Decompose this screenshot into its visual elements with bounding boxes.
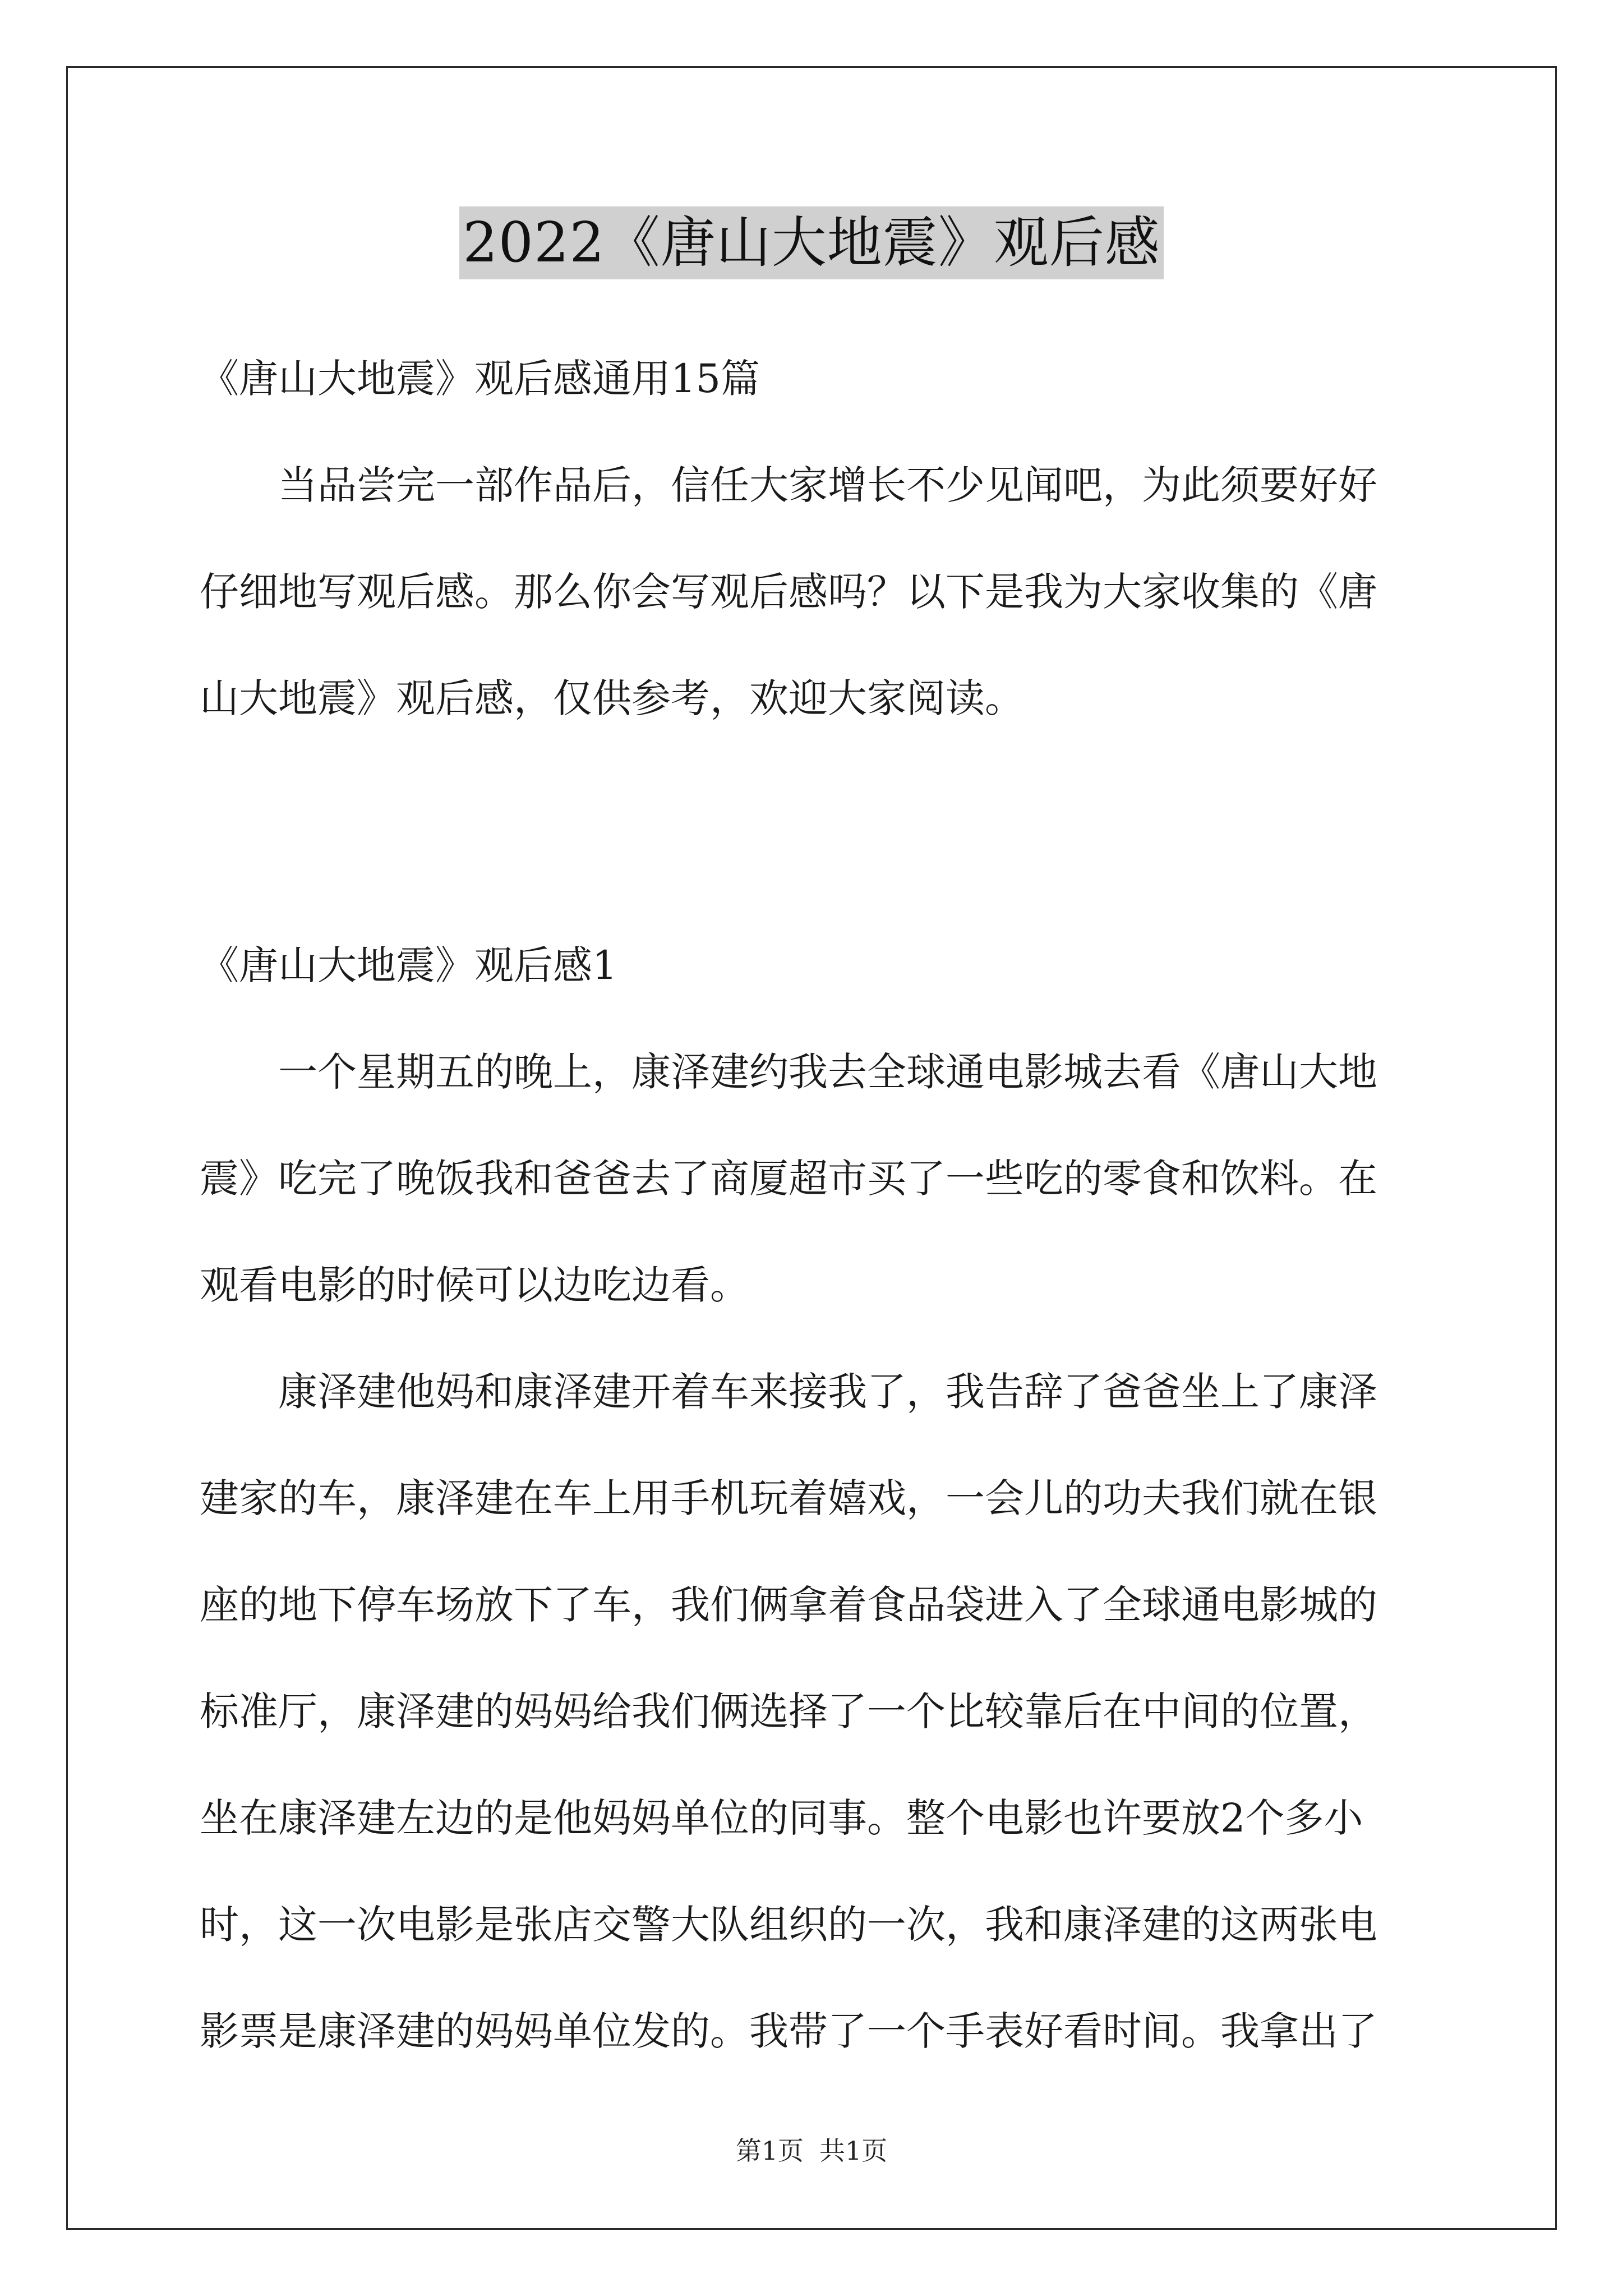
paragraph-line: 时，这一次电影是张店交警大队组织的一次，我和康泽建的这两张电 [200,1902,1377,1948]
title-container [0,206,1623,279]
subtitle: 《唐山大地震》观后感通用15篇 [200,356,760,402]
paragraph-line: 一个星期五的晚上，康泽建约我去全球通电影城去看《唐山大地 [278,1049,1377,1095]
paragraph-line: 坐在康泽建左边的是他妈妈单位的同事。整个电影也许要放2个多小 [200,1795,1363,1841]
document-body [200,348,1430,2107]
paragraph-line: 康泽建他妈和康泽建开着车来接我了，我告辞了爸爸坐上了康泽 [278,1369,1377,1415]
paragraph-line: 标准厅，康泽建的妈妈给我们俩选择了一个比较靠后在中间的位置， [200,1688,1377,1734]
paragraph-line: 观看电影的时候可以边吃边看。 [200,1262,749,1308]
section-heading: 《唐山大地震》观后感1 [200,942,617,988]
page-footer [0,2134,1623,2168]
spacer [200,774,1430,935]
document-title: 2022《唐山大地震》观后感 [459,206,1163,279]
paragraph-line: 影票是康泽建的妈妈单位发的。我带了一个手表好看时间。我拿出了 [200,2008,1377,2054]
intro-line: 山大地震》观后感，仅供参考，欢迎大家阅读。 [200,675,1024,721]
intro-line: 仔细地写观后感。那么你会写观后感吗？以下是我为大家收集的《唐 [200,569,1377,615]
paragraph-line: 震》吃完了晚饭我和爸爸去了商厦超市买了一些吃的零食和饮料。在 [200,1156,1377,1202]
paragraph-line: 座的地下停车场放下了车，我们俩拿着食品袋进入了全球通电影城的 [200,1582,1377,1628]
intro-line: 当品尝完一部作品后，信任大家增长不少见闻吧，为此须要好好 [278,462,1377,508]
page-number: 第1页 [735,2136,804,2166]
paragraph-line: 建家的车，康泽建在车上用手机玩着嬉戏，一会儿的功夫我们就在银 [200,1475,1377,1521]
page-total: 共1页 [819,2136,888,2166]
